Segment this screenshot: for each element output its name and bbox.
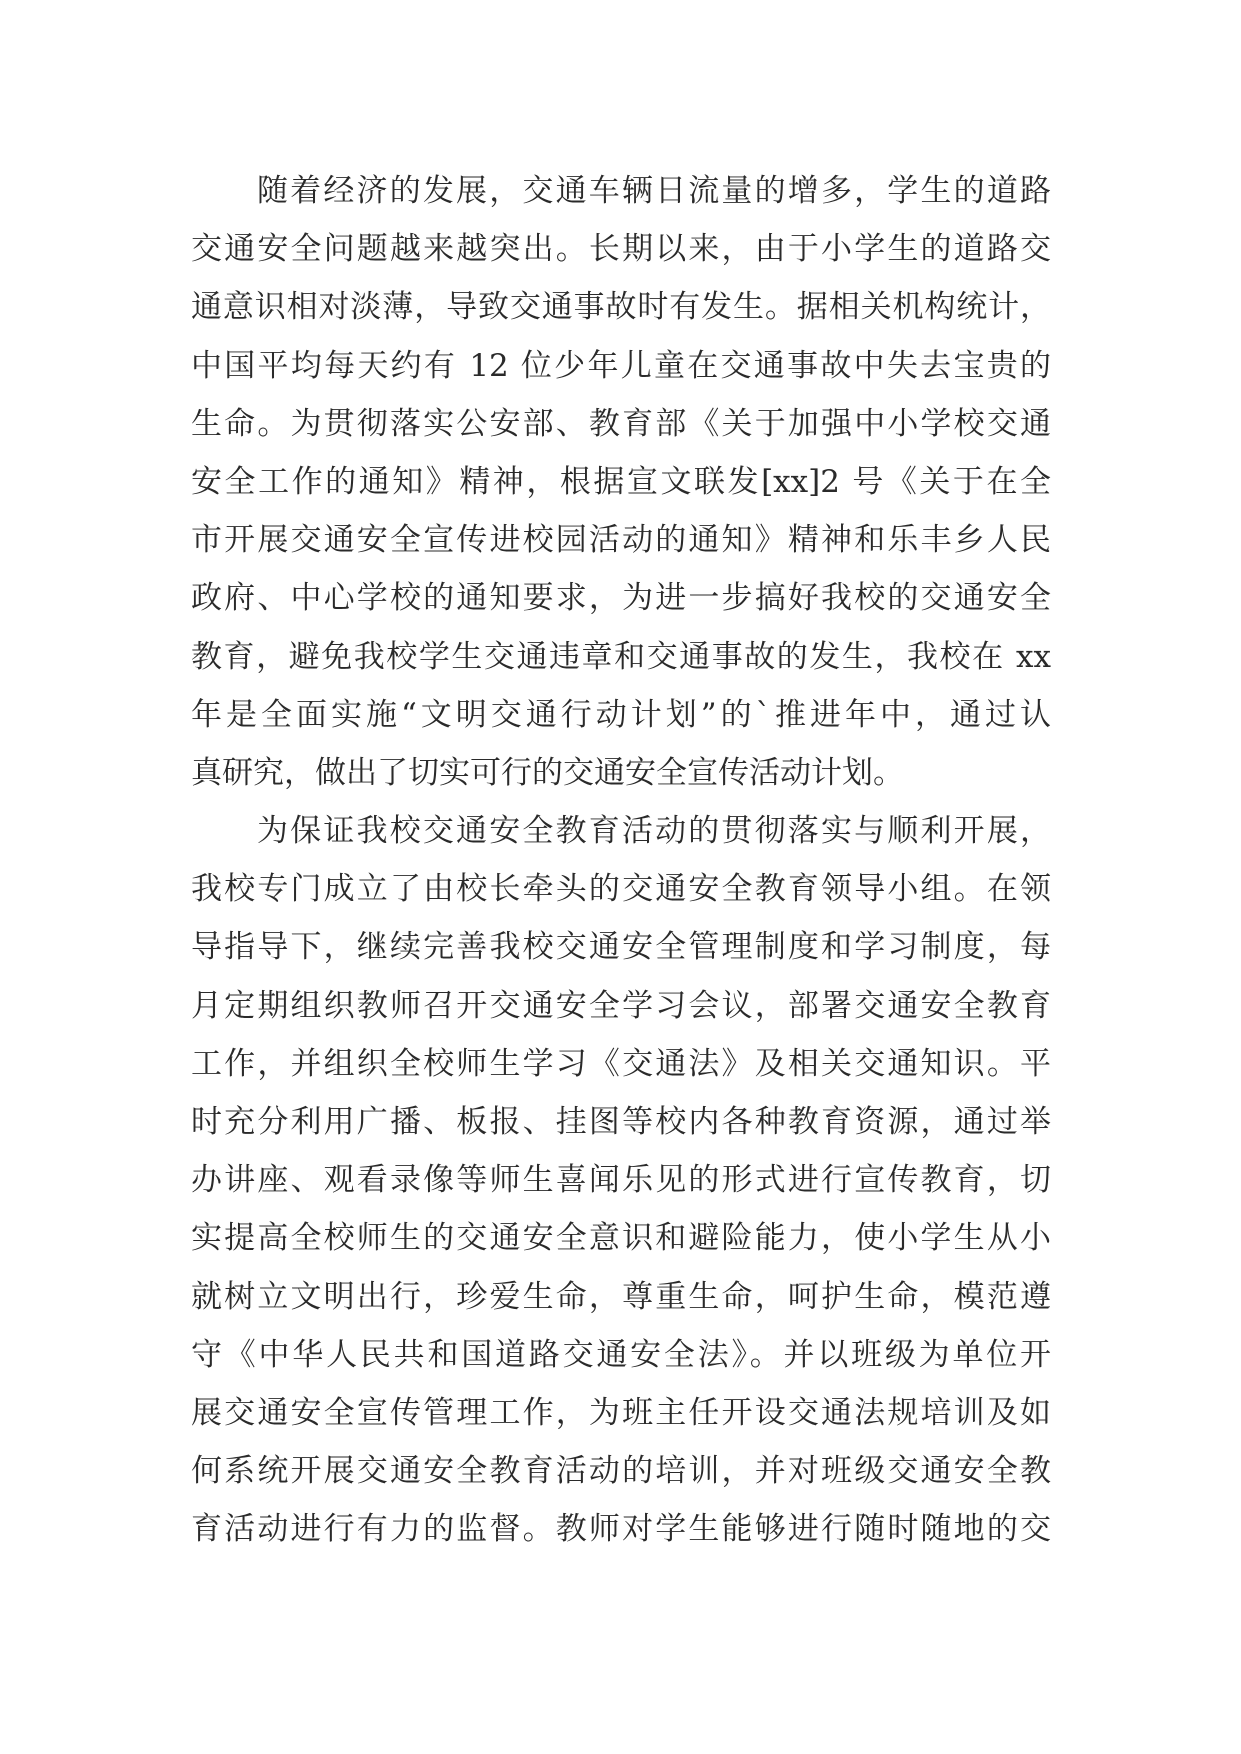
text-line: 育活动进行有力的监督。教师对学生能够进行随时随地的交: [191, 1511, 1051, 1548]
text-line: 教育，避免我校学生交通违章和交通事故的发生，我校在 xx: [191, 638, 1051, 675]
paragraph-1: [191, 162, 1051, 802]
text-line: 真研究，做出了切实可行的交通安全宣传活动计划。: [191, 754, 904, 791]
text-line: 我校专门成立了由校长牵头的交通安全教育领导小组。在领: [191, 871, 1051, 908]
text-line: 办讲座、观看录像等师生喜闻乐见的形式进行宣传教育，切: [191, 1162, 1051, 1199]
text-line: 展交通安全宣传管理工作，为班主任开设交通法规培训及如: [191, 1394, 1051, 1431]
text-line: 导指导下，继续完善我校交通安全管理制度和学习制度，每: [191, 929, 1051, 966]
text-line: 实提高全校师生的交通安全意识和避险能力，使小学生从小: [191, 1220, 1051, 1257]
text-line: 为保证我校交通安全教育活动的贯彻落实与顺利开展，: [257, 813, 1051, 850]
text-line: 年是全面实施“文明交通行动计划”的`推进年中，通过认: [191, 696, 1051, 733]
document-body: [191, 162, 1051, 1559]
text-line: 工作，并组织全校师生学习《交通法》及相关交通知识。平: [191, 1045, 1051, 1082]
text-line: 市开展交通安全宣传进校园活动的通知》精神和乐丰乡人民: [191, 522, 1051, 559]
text-line: 随着经济的发展，交通车辆日流量的增多，学生的道路: [257, 173, 1051, 209]
text-line: 政府、中心学校的通知要求，为进一步搞好我校的交通安全: [191, 580, 1051, 617]
text-line: 中国平均每天约有 12 位少年儿童在交通事故中失去宝贵的: [191, 347, 1051, 384]
text-line: 月定期组织教师召开交通安全学习会议，部署交通安全教育: [191, 987, 1051, 1024]
text-line: 时充分利用广播、板报、挂图等校内各种教育资源，通过举: [191, 1104, 1051, 1140]
text-line: 交通安全问题越来越突出。长期以来，由于小学生的道路交: [191, 231, 1051, 268]
text-line: 通意识相对淡薄，导致交通事故时有发生。据相关机构统计，: [191, 289, 1051, 326]
text-line: 守《中华人民共和国道路交通安全法》。并以班级为单位开: [191, 1336, 1051, 1373]
text-line: 生命。为贯彻落实公安部、教育部《关于加强中小学校交通: [191, 405, 1051, 442]
paragraph-2: [191, 802, 1051, 1558]
text-line: 就树立文明出行，珍爱生命，尊重生命，呵护生命，模范遵: [191, 1278, 1051, 1315]
text-line: 何系统开展交通安全教育活动的培训，并对班级交通安全教: [191, 1453, 1051, 1490]
text-line: 安全工作的通知》精神，根据宣文联发[xx]2 号《关于在全: [191, 463, 1051, 500]
